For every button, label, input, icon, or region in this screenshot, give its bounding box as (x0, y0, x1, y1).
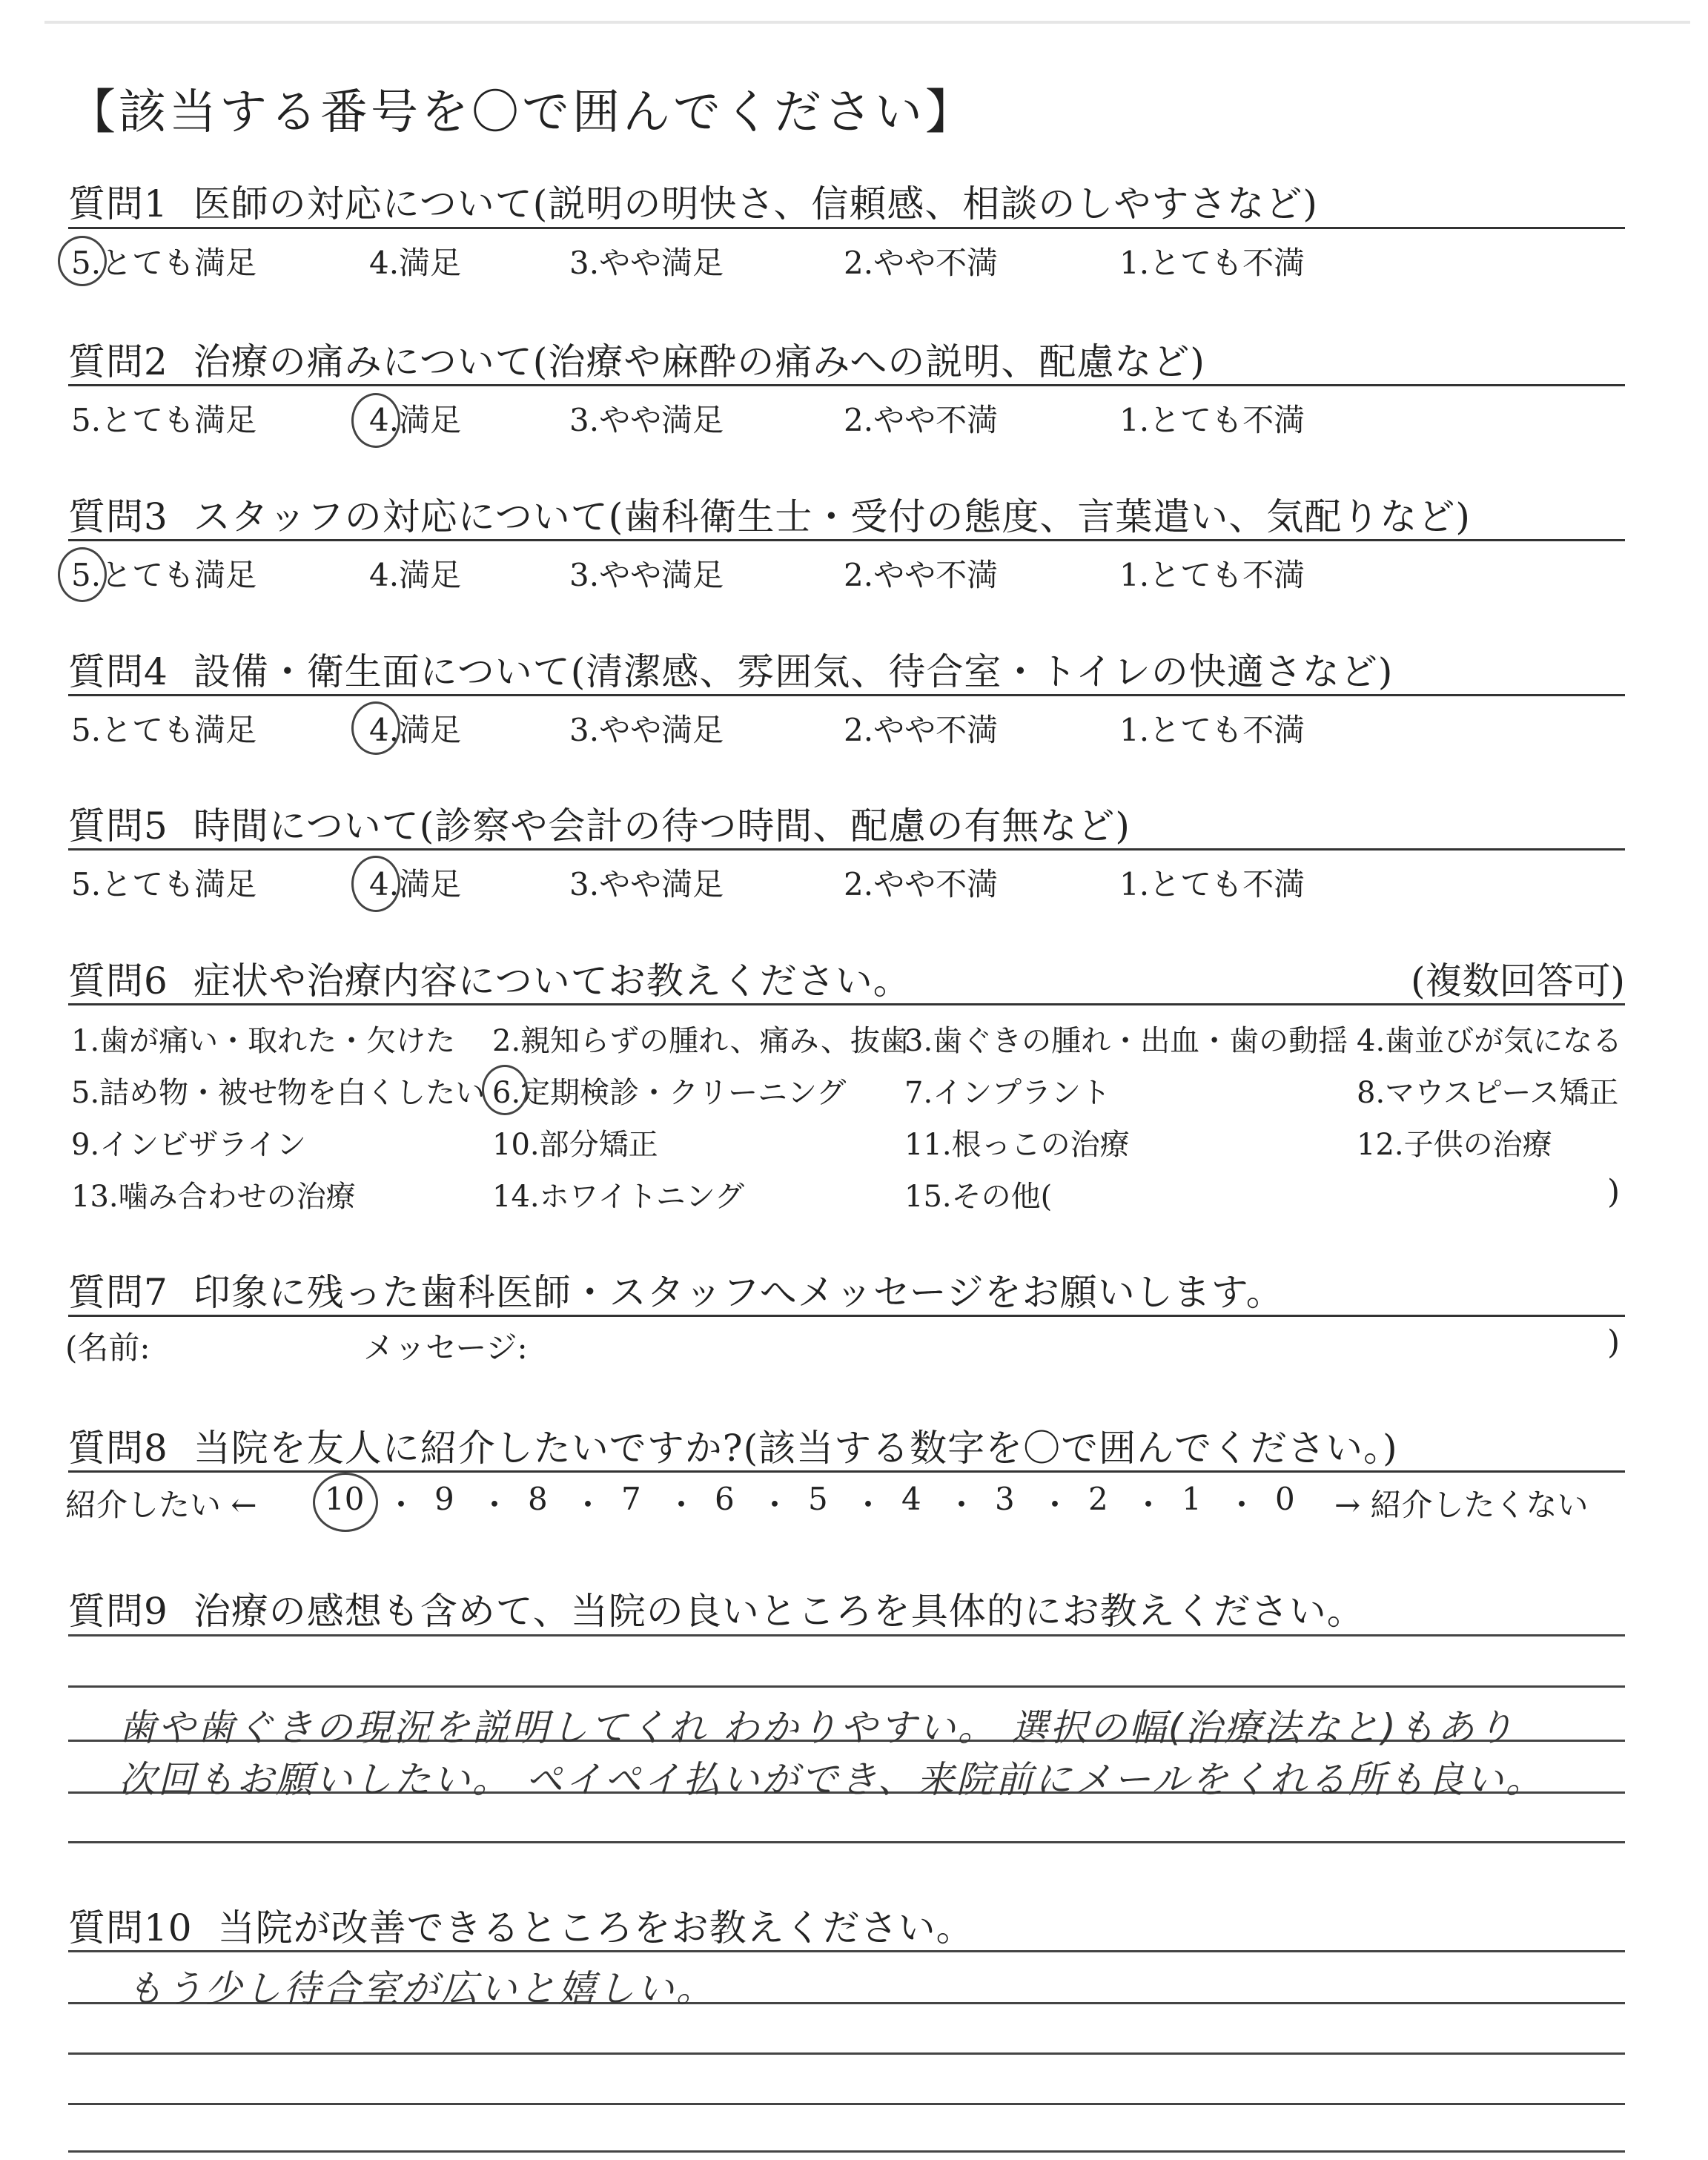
scan-top-edge (44, 21, 1690, 24)
question-text: 当院が改善できるところをお教えください。 (217, 1906, 974, 1949)
question-10-title (68, 1898, 974, 1952)
q3-option-2[interactable]: 2.やや不満 (844, 557, 999, 593)
scale-dot: ・ (1226, 1487, 1258, 1523)
question-text: 医師の対応について(説明の明快さ、信頼感、相談のしやすさなど) (193, 182, 1318, 225)
q4-option-3[interactable]: 3.やや満足 (569, 712, 724, 748)
q6-option-3[interactable]: 3.歯ぐきの腫れ・出血・歯の動揺 (904, 1024, 1348, 1058)
question-8-title (68, 1418, 1398, 1472)
writing-line (68, 1685, 1625, 1688)
question-number: 質問3 (68, 495, 168, 538)
question-3-title (68, 487, 1471, 541)
q6-option-10[interactable]: 10.部分矯正 (492, 1128, 658, 1162)
scale-10[interactable]: 10 (325, 1481, 365, 1517)
q3-option-5[interactable]: 5.とても満足 (71, 557, 257, 593)
divider (68, 1003, 1625, 1005)
form-header: 【該当する番号を〇で囲んでください】 (68, 85, 976, 140)
q2-option-1[interactable]: 1.とても不満 (1119, 402, 1305, 438)
question-number: 質問9 (68, 1590, 168, 1633)
other-close-paren: ) (1607, 1173, 1621, 1211)
q6-option-15[interactable]: 15.その他( (904, 1180, 1053, 1214)
scale-dot: ・ (572, 1487, 604, 1523)
question-number: 質問4 (68, 650, 168, 693)
scale-dot: ・ (853, 1487, 884, 1523)
scale-7[interactable]: 7 (621, 1481, 641, 1517)
scale-dot: ・ (1133, 1487, 1165, 1523)
handwritten-answer-line: もう少し待合室が広いと嬉しい。 (126, 1967, 715, 2010)
divider (68, 384, 1625, 386)
q1-option-1[interactable]: 1.とても不満 (1119, 245, 1305, 281)
writing-line (68, 1634, 1625, 1636)
question-number: 質問1 (68, 182, 168, 225)
q6-option-11[interactable]: 11.根っこの治療 (904, 1128, 1130, 1162)
q2-option-4[interactable]: 4.満足 (369, 402, 462, 438)
writing-line (68, 2103, 1625, 2105)
scale-9[interactable]: 9 (434, 1481, 454, 1517)
scale-dot: ・ (759, 1487, 791, 1523)
q6-option-13[interactable]: 13.噛み合わせの治療 (71, 1180, 356, 1214)
selection-circle (58, 547, 107, 602)
question-text: 症状や治療内容についてお教えください。 (193, 960, 911, 1003)
scale-4[interactable]: 4 (901, 1481, 921, 1517)
q6-option-6[interactable]: 6.定期検診・クリーニング (492, 1076, 847, 1110)
question-4-title (68, 642, 1393, 696)
question-text: スタッフの対応について(歯科衛生士・受付の態度、言葉遣い、気配りなど) (193, 495, 1471, 538)
divider (68, 1470, 1625, 1473)
q5-option-2[interactable]: 2.やや不満 (844, 866, 999, 902)
q6-option-5[interactable]: 5.詰め物・被せ物を白くしたい (71, 1076, 486, 1110)
selection-circle (482, 1065, 528, 1115)
question-7-title (68, 1263, 1284, 1316)
question-number: 質問2 (68, 340, 168, 383)
q5-option-1[interactable]: 1.とても不満 (1119, 866, 1305, 902)
name-label: (名前: (65, 1330, 150, 1366)
recommend-left-label: 紹介したい ← (65, 1487, 257, 1523)
scale-3[interactable]: 3 (995, 1481, 1015, 1517)
scale-6[interactable]: 6 (715, 1481, 735, 1517)
q5-option-5[interactable]: 5.とても満足 (71, 866, 257, 902)
message-label: メッセージ: (363, 1330, 528, 1366)
writing-line (68, 1950, 1625, 1952)
question-9-title (68, 1582, 1365, 1635)
handwritten-answer-line: 次回もお願いしたい。 ペイペイ払いができ、来院前にメールをくれる所も良い。 (119, 1758, 1545, 1801)
q2-option-2[interactable]: 2.やや不満 (844, 402, 999, 438)
q6-option-12[interactable]: 12.子供の治療 (1357, 1128, 1552, 1162)
question-number: 質問10 (68, 1906, 193, 1949)
scale-2[interactable]: 2 (1088, 1481, 1108, 1517)
scale-5[interactable]: 5 (808, 1481, 828, 1517)
question-number: 質問6 (68, 960, 168, 1003)
scale-dot: ・ (666, 1487, 698, 1523)
selection-circle (58, 236, 107, 286)
scale-8[interactable]: 8 (528, 1481, 548, 1517)
q4-option-2[interactable]: 2.やや不満 (844, 712, 999, 748)
question-number: 質問5 (68, 805, 168, 848)
multiple-answer-note: (複数回答可) (1410, 960, 1625, 1003)
divider (68, 539, 1625, 541)
writing-line (68, 1841, 1625, 1843)
question-2-title (68, 332, 1205, 386)
question-1-title (68, 174, 1318, 228)
question-text: 印象に残った歯科医師・スタッフへメッセージをお願いします。 (193, 1271, 1284, 1314)
scale-dot: ・ (946, 1487, 978, 1523)
q1-option-3[interactable]: 3.やや満足 (569, 245, 724, 281)
q1-option-2[interactable]: 2.やや不満 (844, 245, 999, 281)
divider (68, 848, 1625, 851)
q6-option-2[interactable]: 2.親知らずの腫れ、痛み、抜歯 (492, 1024, 910, 1058)
selection-circle (313, 1473, 378, 1532)
q4-option-1[interactable]: 1.とても不満 (1119, 712, 1305, 748)
question-text: 設備・衛生面について(清潔感、雰囲気、待合室・トイレの快適さなど) (193, 650, 1394, 693)
q1-option-5[interactable]: 5.とても満足 (71, 245, 257, 281)
scale-0[interactable]: 0 (1275, 1481, 1295, 1517)
divider (68, 227, 1625, 229)
q4-option-5[interactable]: 5.とても満足 (71, 712, 257, 748)
selection-circle (351, 856, 400, 912)
recommend-right-label: → 紹介したくない (1334, 1487, 1589, 1523)
scale-dot: ・ (1039, 1487, 1071, 1523)
scale-dot: ・ (479, 1487, 511, 1523)
writing-line (68, 2052, 1625, 2055)
q3-option-4[interactable]: 4.満足 (369, 557, 462, 593)
q2-option-3[interactable]: 3.やや満足 (569, 402, 724, 438)
message-close-paren: ) (1607, 1324, 1621, 1361)
q2-option-5[interactable]: 5.とても満足 (71, 402, 257, 438)
q6-option-8[interactable]: 8.マウスピース矯正 (1357, 1076, 1619, 1110)
q5-option-4[interactable]: 4.満足 (369, 866, 462, 902)
scale-1[interactable]: 1 (1182, 1481, 1202, 1517)
question-number: 質問7 (68, 1271, 168, 1314)
q6-option-9[interactable]: 9.インビザライン (71, 1128, 306, 1162)
question-text: 当院を友人に紹介したいですか?(該当する数字を〇で囲んでください。) (193, 1427, 1398, 1470)
q4-option-4[interactable]: 4.満足 (369, 712, 462, 748)
question-text: 治療の感想も含めて、当院の良いところを具体的にお教えください。 (193, 1590, 1365, 1633)
q6-option-4[interactable]: 4.歯並びが気になる (1357, 1024, 1623, 1058)
question-text: 治療の痛みについて(治療や麻酔の痛みへの説明、配慮など) (193, 340, 1205, 383)
q3-option-3[interactable]: 3.やや満足 (569, 557, 724, 593)
q6-option-1[interactable]: 1.歯が痛い・取れた・欠けた (71, 1024, 456, 1058)
question-5-title (68, 796, 1131, 850)
q3-option-1[interactable]: 1.とても不満 (1119, 557, 1305, 593)
writing-line (68, 2150, 1625, 2153)
q1-option-4[interactable]: 4.満足 (369, 245, 462, 281)
q6-option-7[interactable]: 7.インプラント (904, 1076, 1111, 1110)
question-number: 質問8 (68, 1427, 168, 1470)
question-text: 時間について(診察や会計の待つ時間、配慮の有無など) (193, 805, 1131, 848)
selection-circle (351, 393, 400, 448)
divider (68, 1315, 1625, 1317)
divider (68, 694, 1625, 696)
selection-circle (351, 701, 400, 755)
handwritten-answer-line: 歯や歯ぐきの現況を説明してくれ わかりやすい。 選択の幅(治療法なと)もあり (119, 1706, 1516, 1749)
q6-option-14[interactable]: 14.ホワイトニング (492, 1180, 745, 1214)
scale-dot: ・ (385, 1487, 417, 1523)
question-6-title (68, 951, 911, 1005)
q5-option-3[interactable]: 3.やや満足 (569, 866, 724, 902)
